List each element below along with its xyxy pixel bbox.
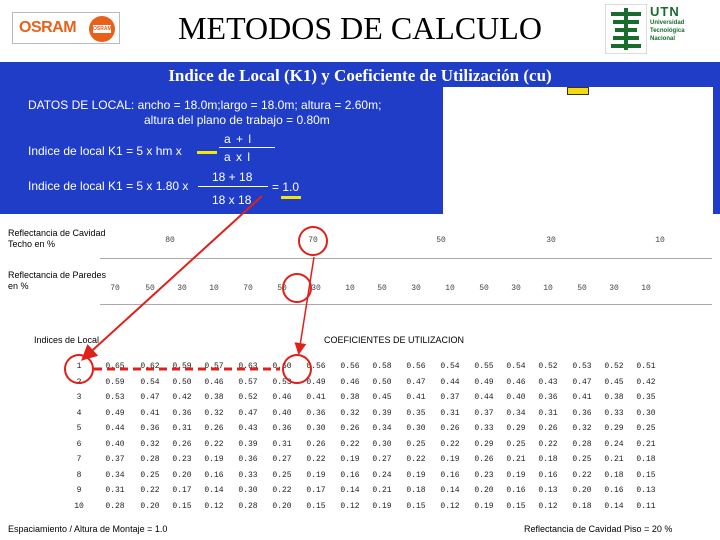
table-cell: 0.22 [440,439,460,449]
formula1-denominator: a x l [224,150,252,164]
room-index-value: 8 [76,470,82,480]
table-cell: 0.37 [105,455,125,464]
utn-full-name: Universidad Tecnológica Nacional [650,20,685,42]
ceiling-reflectance-value: 50 [436,236,446,245]
table-cell: 0.39 [238,439,258,449]
table-cell: 0.24 [604,439,624,449]
table-cell: 0.18 [538,455,558,464]
table-cell: 0.14 [204,486,224,495]
table-cell: 0.15 [636,470,656,480]
table-cell: 0.19 [506,470,526,480]
table-cell: 0.26 [204,424,224,433]
table-cell: 0.16 [440,470,460,480]
table-cell: 0.36 [238,455,258,464]
table-cell: 0.56 [340,362,360,371]
table-cell: 0.18 [572,501,592,511]
table-cell: 0.47 [572,377,592,387]
table-cell: 0.57 [238,377,258,387]
room-data-line2: altura del plano de trabajo = 0.80m [144,113,330,127]
utilization-coefficients-label: COEFICIENTES DE UTILIZACION [324,335,465,345]
table-cell: 0.36 [272,424,292,433]
table-cell: 0.36 [306,408,326,418]
table-cell: 0.65 [105,362,125,371]
table-cell: 0.56 [306,362,326,371]
table-cell: 0.46 [272,393,292,402]
table-cell: 0.26 [474,455,494,464]
ceiling-reflectance-value: 80 [165,236,175,245]
wall-reflectance-value: 50 [277,284,287,293]
wall-reflectance-value: 50 [577,284,587,293]
table-cell: 0.20 [572,486,592,495]
room-index-label: Indices de Local [34,335,100,345]
table-cell: 0.49 [306,377,326,387]
table-cell: 0.17 [172,486,192,495]
wall-reflectance-value: 50 [479,284,489,293]
table-cell: 0.33 [604,408,624,418]
table-cell: 0.25 [572,455,592,464]
table-cell: 0.31 [272,439,292,449]
table-cell: 0.50 [172,377,192,387]
table-cell: 0.34 [105,470,125,480]
table-cell: 0.30 [372,439,392,449]
table-cell: 0.22 [406,455,426,464]
table-cell: 0.18 [604,470,624,480]
room-index-value: 9 [76,486,82,495]
room-index-value: 3 [76,393,82,402]
table-cell: 0.16 [604,486,624,495]
table-cell: 0.31 [105,486,125,495]
table-cell: 0.28 [140,455,160,464]
table-cell: 0.26 [538,424,558,433]
wall-reflectance-value: 10 [641,284,651,293]
room-data-line1: DATOS DE LOCAL: ancho = 18.0m;largo = 18.0m; altura = 2.60m; [28,98,382,112]
table-cell: 0.49 [474,377,494,387]
table-cell: 0.35 [406,408,426,418]
table-cell: 0.31 [172,424,192,433]
table-cell: 0.16 [204,470,224,480]
table-cell: 0.29 [604,424,624,433]
table-cell: 0.47 [406,377,426,387]
table-cell: 0.19 [340,455,360,464]
room-index-value: 4 [76,408,82,418]
table-cell: 0.35 [636,393,656,402]
table-cell: 0.20 [172,470,192,480]
table-cell: 0.11 [636,501,656,511]
table-cell: 0.22 [572,470,592,480]
table-cell: 0.32 [204,408,224,418]
table-cell: 0.36 [140,424,160,433]
ceiling-reflectance-value: 30 [546,236,556,245]
table-cell: 0.22 [272,486,292,495]
wall-reflectance-value: 10 [445,284,455,293]
table-cell: 0.20 [272,501,292,511]
table-cell: 0.25 [636,424,656,433]
room-index-value: 6 [76,439,82,449]
table-cell: 0.30 [306,424,326,433]
osram-wordmark: OSRAM [19,19,77,36]
table-cell: 0.54 [506,362,526,371]
wall-reflectance-value: 30 [609,284,619,293]
formula2-numerator: 18 + 18 [212,170,253,184]
table-cell: 0.36 [572,408,592,418]
table-cell: 0.36 [538,393,558,402]
wall-reflectance-value: 30 [311,284,321,293]
table-cell: 0.40 [272,408,292,418]
table-cell: 0.38 [340,393,360,402]
table-cell: 0.32 [340,408,360,418]
room-index-value: 10 [74,501,84,511]
table-cell: 0.63 [238,362,258,371]
table-cell: 0.19 [474,501,494,511]
wall-reflectance-value: 10 [345,284,355,293]
table-cell: 0.22 [538,439,558,449]
table-cell: 0.38 [604,393,624,402]
table-cell: 0.20 [474,486,494,495]
table-cell: 0.17 [306,486,326,495]
table-cell: 0.30 [636,408,656,418]
page-title: METODOS DE CALCULO [178,10,542,46]
table-cell: 0.19 [306,470,326,480]
table-cell: 0.15 [506,501,526,511]
table-cell: 0.25 [272,470,292,480]
table-cell: 0.41 [306,393,326,402]
wall-reflectance-value: 10 [543,284,553,293]
ceiling-reflectance-value: 10 [655,236,665,245]
spacing-ratio-note: Espaciamiento / Altura de Montaje = 1.0 [8,524,168,534]
table-cell: 0.59 [105,377,125,387]
table-cell: 0.19 [440,455,460,464]
table-cell: 0.44 [105,424,125,433]
table-cell: 0.22 [140,486,160,495]
formula2-result: = 1.0 [272,180,300,194]
table-cell: 0.59 [172,362,192,371]
table-cell: 0.37 [440,393,460,402]
formula1-label: Indice de local K1 = 5 x hm x [28,144,182,158]
table-cell: 0.54 [440,362,460,371]
table-cell: 0.25 [506,439,526,449]
table-cell: 0.19 [406,470,426,480]
table-cell: 0.30 [406,424,426,433]
table-cell: 0.26 [172,439,192,449]
room-index-value: 5 [76,424,82,433]
arrow-to-index [84,196,262,358]
table-cell: 0.12 [440,501,460,511]
table-cell: 0.41 [140,408,160,418]
table-cell: 0.33 [238,470,258,480]
table-cell: 0.20 [140,501,160,511]
wall-reflectance-value: 70 [110,284,120,293]
table-cell: 0.52 [538,362,558,371]
utn-abbreviation: UTN [650,4,680,19]
table-cell: 0.18 [406,486,426,495]
table-cell: 0.36 [172,408,192,418]
table-cell: 0.29 [506,424,526,433]
table-cell: 0.52 [238,393,258,402]
table-cell: 0.44 [440,377,460,387]
table-cell: 0.16 [538,470,558,480]
table-cell: 0.16 [506,486,526,495]
formula2-denominator: 18 x 18 [212,193,252,207]
table-cell: 0.53 [272,377,292,387]
table-cell: 0.52 [604,362,624,371]
table-cell: 0.14 [340,486,360,495]
table-cell: 0.58 [372,362,392,371]
floor-reflectance-note: Reflectancia de Cavidad Piso = 20 % [524,524,673,534]
room-index-value: 2 [76,377,82,387]
table-cell: 0.50 [372,377,392,387]
table-cell: 0.24 [372,470,392,480]
table-cell: 0.13 [538,486,558,495]
table-cell: 0.12 [204,501,224,511]
wall-reflectance-value: 50 [377,284,387,293]
table-cell: 0.34 [506,408,526,418]
table-cell: 0.14 [604,501,624,511]
table-cell: 0.32 [572,424,592,433]
table-cell: 0.47 [238,408,258,418]
room-index-value: 1 [76,362,82,371]
table-cell: 0.45 [604,377,624,387]
table-cell: 0.26 [440,424,460,433]
table-cell: 0.47 [140,393,160,402]
wall-reflectance-label: Reflectancia de Paredes en % [8,270,107,291]
table-cell: 0.25 [406,439,426,449]
wall-reflectance-value: 10 [209,284,219,293]
table-cell: 0.42 [172,393,192,402]
table-cell: 0.46 [506,377,526,387]
table-cell: 0.30 [238,486,258,495]
table-cell: 0.40 [105,439,125,449]
table-cell: 0.21 [372,486,392,495]
table-cell: 0.28 [238,501,258,511]
table-cell: 0.16 [340,470,360,480]
table-cell: 0.13 [636,486,656,495]
table-cell: 0.18 [636,455,656,464]
ceiling-reflectance-label: Reflectancia de Cavidad Techo en % [8,228,106,249]
table-cell: 0.45 [372,393,392,402]
table-cell: 0.26 [306,439,326,449]
table-cell: 0.53 [105,393,125,402]
table-cell: 0.43 [538,377,558,387]
table-cell: 0.23 [474,470,494,480]
wall-reflectance-value: 30 [177,284,187,293]
table-cell: 0.37 [474,408,494,418]
wall-reflectance-value: 50 [145,284,155,293]
table-cell: 0.15 [406,501,426,511]
ceiling-reflectance-value: 70 [308,236,318,245]
table-cell: 0.53 [572,362,592,371]
table-cell: 0.41 [406,393,426,402]
table-cell: 0.28 [105,501,125,511]
wall-reflectance-value: 30 [511,284,521,293]
table-cell: 0.14 [440,486,460,495]
table-cell: 0.51 [636,362,656,371]
table-cell: 0.25 [140,470,160,480]
room-index-value: 7 [76,455,82,464]
formula2-label: Indice de local K1 = 5 x 1.80 x [28,179,189,193]
table-cell: 0.33 [474,424,494,433]
table-cell: 0.21 [506,455,526,464]
table-cell: 0.22 [306,455,326,464]
table-cell: 0.27 [272,455,292,464]
table-cell: 0.27 [372,455,392,464]
table-cell: 0.19 [372,501,392,511]
table-cell: 0.22 [204,439,224,449]
table-cell: 0.21 [604,455,624,464]
table-cell: 0.55 [474,362,494,371]
table-cell: 0.44 [474,393,494,402]
table-cell: 0.42 [636,377,656,387]
table-cell: 0.31 [538,408,558,418]
table-cell: 0.46 [204,377,224,387]
table-cell: 0.15 [172,501,192,511]
table-cell: 0.19 [204,455,224,464]
table-cell: 0.32 [140,439,160,449]
table-cell: 0.22 [340,439,360,449]
table-cell: 0.40 [506,393,526,402]
table-cell: 0.31 [440,408,460,418]
table-cell: 0.49 [105,408,125,418]
table-cell: 0.38 [204,393,224,402]
table-cell: 0.12 [340,501,360,511]
table-cell: 0.60 [272,362,292,371]
section-subtitle: Indice de Local (K1) y Coeficiente de Utilización (cu) [168,66,552,85]
table-cell: 0.41 [572,393,592,402]
table-cell: 0.39 [372,408,392,418]
table-cell: 0.15 [306,501,326,511]
table-cell: 0.23 [172,455,192,464]
wall-reflectance-value: 70 [243,284,253,293]
table-cell: 0.29 [474,439,494,449]
table-cell: 0.62 [140,362,160,371]
table-cell: 0.57 [204,362,224,371]
formula1-numerator: a + l [224,132,253,146]
wall-reflectance-value: 30 [411,284,421,293]
table-cell: 0.46 [340,377,360,387]
table-cell: 0.56 [406,362,426,371]
arrow-ceiling-to-coef [299,257,314,352]
table-cell: 0.26 [340,424,360,433]
table-cell: 0.21 [636,439,656,449]
table-cell: 0.12 [538,501,558,511]
table-cell: 0.28 [572,439,592,449]
table-cell: 0.54 [140,377,160,387]
table-cell: 0.43 [238,424,258,433]
table-cell: 0.34 [372,424,392,433]
osram-disc-text: OSRAM [93,26,112,32]
